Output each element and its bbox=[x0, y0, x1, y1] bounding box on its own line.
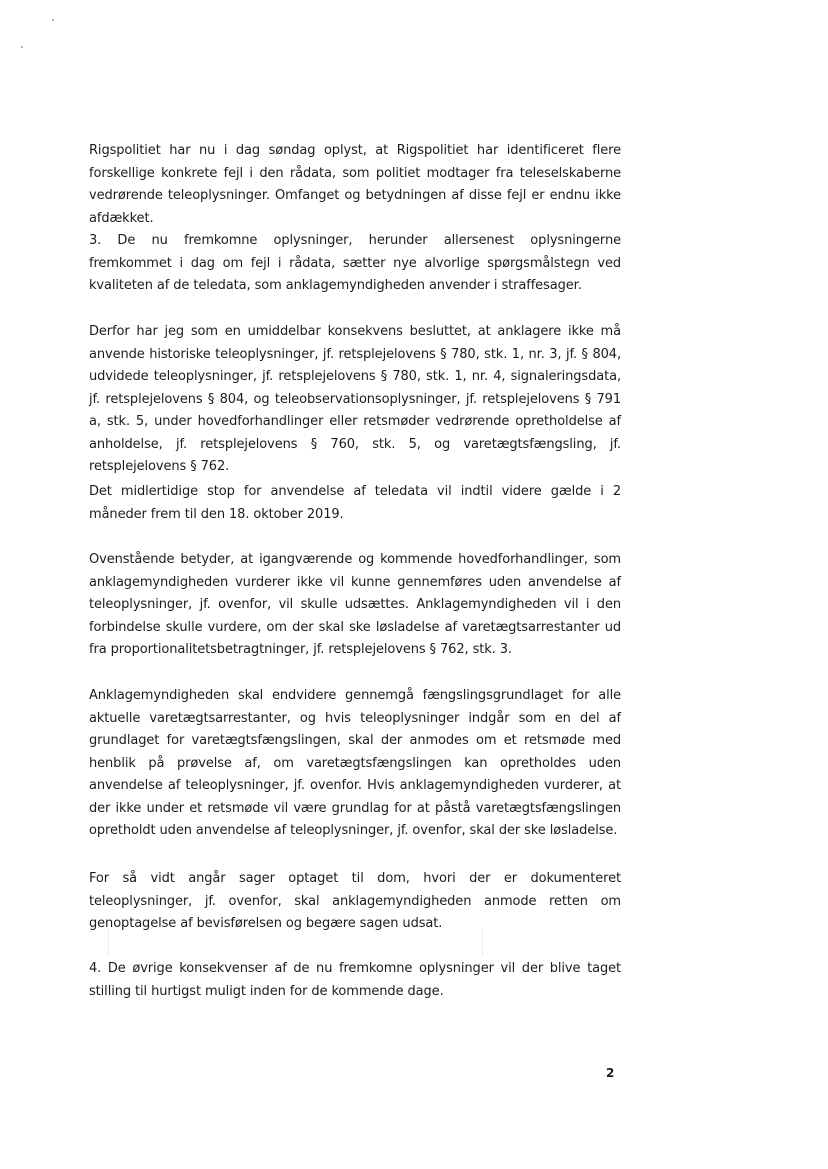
paragraph-custody-review: Anklagemyndigheden skal endvidere gennemgå fængslingsgrundlaget for alle aktuelle varetægtsarrestanter, og hvis teleoplysninger indgår som en del af grundlaget for varetægtsfængslingen, skal der anmodes om et retsmøde med henblik på prøvelse af, om varetægtsfængslingen kan opretholdes uden anvendelse af teleoplysninger, jf. ovenfor. Hvis anklagemyndigheden vurderer, at der ikke under et retsmøde vil være grundlag for at påstå varetægtsfængslingen opretholdt uden anvendelse af teleoplysninger, jf. ovenfor, skal der ske løsladelse. bbox=[89, 688, 621, 838]
scan-speck bbox=[52, 19, 54, 21]
paragraph-section-3: 3. De nu fremkomne oplysninger, herunder allersenest oplysningerne fremkommet i dag om fejl i rådata, sætter nye alvorlige spørgsmålstegn ved kvaliteten af de teledata, som anklagemyndigheden anvender i straffesager. bbox=[89, 233, 621, 293]
paragraph-rigspolitiet-errors: Rigspolitiet har nu i dag søndag oplyst, at Rigspolitiet har identificeret flere forskellige konkrete fejl i den rådata, som politiet modtager fra teleselskaberne vedrørende teleoplysninger. Omfanget og betydningen af disse fejl er endnu ikke afdækket. bbox=[89, 143, 621, 226]
page-number: 2 bbox=[606, 1066, 615, 1080]
paragraph-temporary-stop: Det midlertidige stop for anvendelse af teledata vil indtil videre gælde i 2 måneder frem til den 18. oktober 2019. bbox=[89, 484, 621, 522]
scan-speck bbox=[21, 46, 23, 48]
paragraph-section-4: 4. De øvrige konsekvenser af de nu fremkomne oplysninger vil der blive taget stilling til hurtigst muligt inden for de kommende dage. bbox=[89, 961, 621, 999]
paragraph-postponement: Ovenstående betyder, at igangværende og kommende hovedforhandlinger, som anklagemyndigheden vurderer ikke vil kunne gennemføres uden anvendelse af teleoplysninger, jf. ovenfor, vil skulle udsættes. Anklagemyndigheden vil i den forbindelse skulle vurdere, om der skal ske løsladelse af varetægtsarrestanter ud fra proportionalitetsbetragtninger, jf. retsplejelovens § 762, stk. 3. bbox=[89, 552, 621, 657]
paragraph-cases-for-judgment: For så vidt angår sager optaget til dom, hvori der er dokumenteret teleoplysninger, jf. ovenfor, skal anklagemyndigheden anmode retten om genoptagelse af bevisførelsen og begære sagen udsat. bbox=[89, 871, 621, 931]
paragraph-decision: Derfor har jeg som en umiddelbar konsekvens besluttet, at anklagere ikke må anvende historiske teleoplysninger, jf. retsplejelovens § 780, stk. 1, nr. 3, jf. § 804, udvidede teleoplysninger, jf. retsplejelovens § 780, stk. 1, nr. 4, signaleringsdata, jf. retsplejelovens § 804, og teleobservationsoplysninger, jf. retsplejelovens § 791 a, stk. 5, under hovedforhandlinger eller retsmøder vedrørende opretholdelse af anholdelse, jf. retsplejelovens § 760, stk. 5, og varetægtsfængsling, jf. retsplejelovens § 762. bbox=[89, 324, 621, 474]
